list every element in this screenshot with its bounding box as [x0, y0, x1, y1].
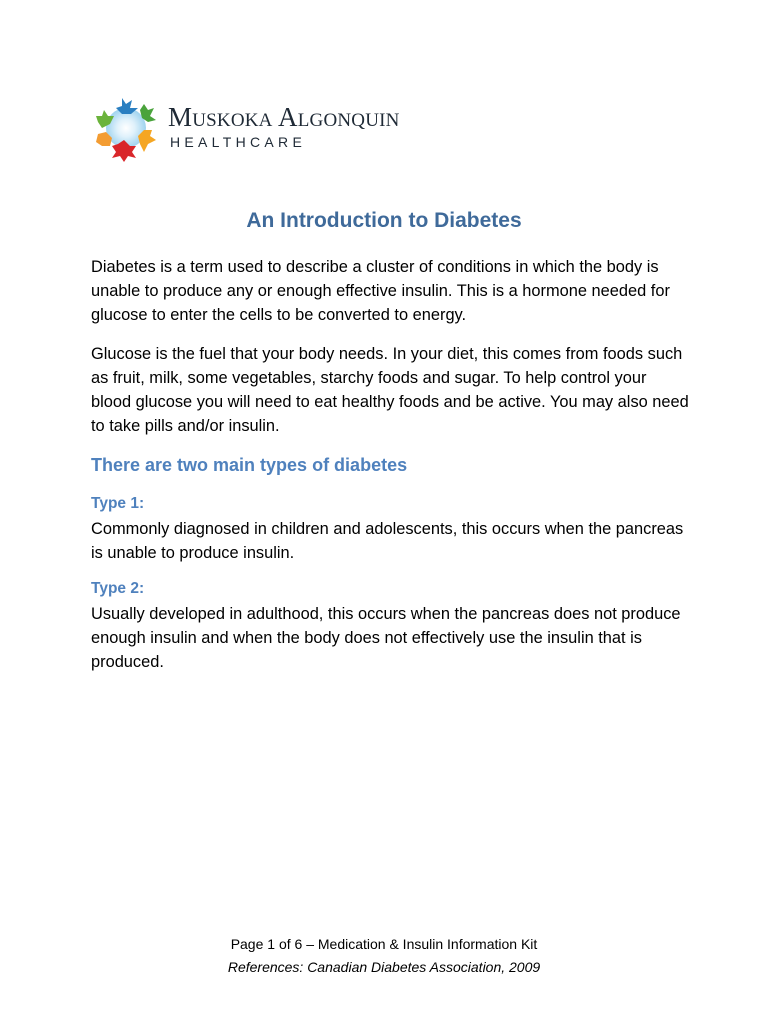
type-1-label: Type 1:	[91, 495, 145, 512]
type-2-description: Usually developed in adulthood, this occurs when the pancreas does not produce enough insulin and when the body does not effectively use the insulin that is produced.	[91, 605, 681, 671]
footer-page-info: Page 1 of 6 – Medication & Insulin Information Kit	[230, 936, 538, 952]
maple-leaves-logo-icon	[92, 94, 160, 162]
types-section-heading: There are two main types of diabetes	[91, 455, 408, 475]
intro-paragraph-2: Glucose is the fuel that your body needs. In your diet, this comes from foods such as fruit, milk, some vegetables, starchy foods and sugar. To help control your blood glucose you will need to eat healthy foods and be active. You may also need to take pills and/or insulin.	[91, 345, 689, 435]
footer-references: References: Canadian Diabetes Association, 2009	[227, 959, 541, 975]
logo-subtitle: HEALTHCARE	[170, 134, 307, 150]
type-2-label: Type 2:	[91, 580, 145, 597]
logo-organization-name: Muskoka Algonquin	[168, 102, 400, 132]
intro-paragraph-1: Diabetes is a term used to describe a cluster of conditions in which the body is unable to produce any or enough effective insulin. This is a hormone needed for glucose to enter the cells to be converted to energy.	[91, 258, 670, 324]
type-1-description: Commonly diagnosed in children and adolescents, this occurs when the pancreas is unable to produce insulin.	[91, 520, 684, 562]
page-title: An Introduction to Diabetes	[246, 209, 522, 232]
organization-logo	[92, 94, 432, 164]
